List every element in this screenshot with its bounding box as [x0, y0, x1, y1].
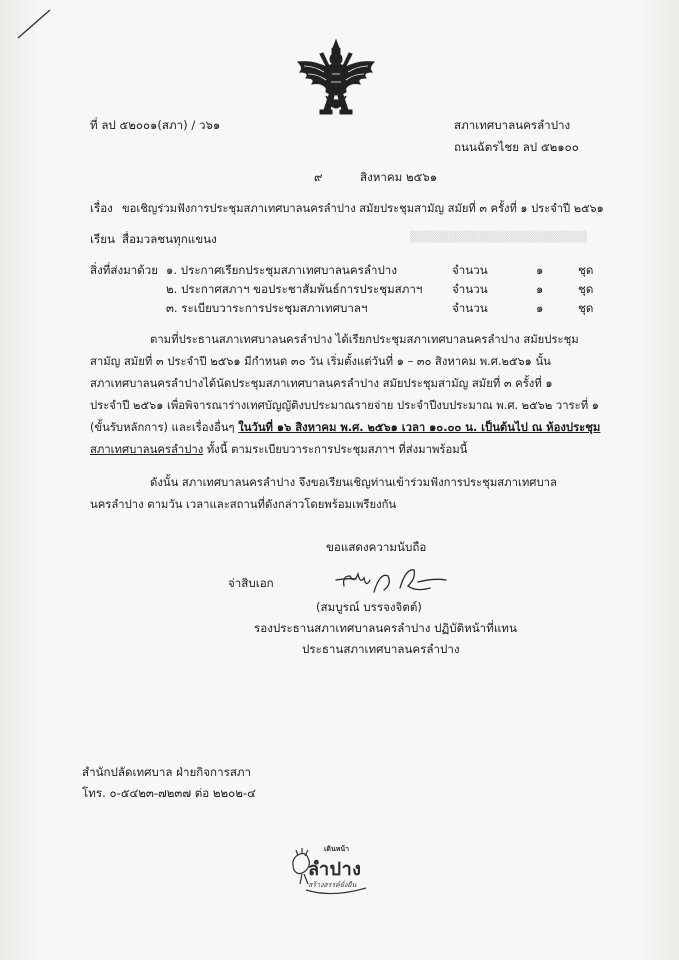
body-paragraph-1-line-3: สภาเทศบาลนครลำปางได้นัดประชุมสภาเทศบาลนครลำปาง สมัยประชุมสามัญ สมัยที่ ๓ ครั้งที่ ๑	[90, 377, 553, 390]
enclosure-unit-1: ชุด	[578, 263, 594, 277]
pen-mark-icon	[14, 6, 54, 42]
enclosure-qty-label-3: จำนวน	[452, 301, 488, 315]
meeting-datetime-emphasis: ในวันที่ ๑๖ สิงหาคม พ.ศ. ๒๕๖๑ เวลา ๑๐.๐๐ น. เป็นต้นไป ณ ห้องประชุม	[238, 421, 601, 434]
enclosure-unit-3: ชุด	[578, 301, 594, 315]
enclosures-label: สิ่งที่ส่งมาด้วย	[90, 263, 159, 277]
enclosure-item-1: ๑. ประกาศเรียกประชุมสภาเทศบาลนครลำปาง	[166, 263, 397, 277]
logo-bottom-text: สร้างสรรค์ยั่งยืน	[308, 881, 357, 889]
logo-top-text: เดินหน้า	[324, 845, 350, 853]
enclosure-qty-3: ๑	[536, 301, 544, 315]
office-name: สภาเทศบาลนครลำปาง	[454, 118, 571, 132]
enclosure-unit-2: ชุด	[578, 282, 594, 296]
handwritten-signature	[330, 562, 450, 600]
enclosure-qty-1: ๑	[536, 263, 544, 277]
body-paragraph-1-line-2: สามัญ สมัยที่ ๓ ประจำปี ๒๕๖๑ มีกำหนด ๓๐ วัน เริ่มตั้งแต่วันที่ ๑ – ๓๐ สิงหาคม พ.ศ.๒๕๖๑ นั้น	[90, 355, 551, 368]
enclosure-qty-label-1: จำนวน	[452, 263, 488, 277]
body-line-5-normal: (ขั้นรับหลักการ) และเรื่องอื่นๆ	[90, 421, 235, 434]
logo-main-text: ลำปาง	[308, 859, 362, 880]
garuda-emblem-icon	[290, 38, 382, 120]
office-address: ถนนฉัตรไชย ลป ๕๒๑๐๐	[454, 140, 579, 154]
body-line-6-normal: ทั้งนี้ ตามระเบียบวาระการประชุมสภาฯ ที่ส่งมาพร้อมนี้	[206, 443, 468, 456]
body-paragraph-1-line-6	[90, 442, 467, 457]
salutation-label: เรียน	[90, 232, 115, 246]
body-paragraph-2-line-2: นครลำปาง ตามวัน เวลาและสถานที่ดังกล่าวโดยพร้อมเพรียงกัน	[90, 498, 397, 511]
footer-phone: โทร. ๐-๕๔๒๓-๗๒๓๗ ต่อ ๒๒๐๒-๔	[82, 786, 256, 800]
lampang-city-logo	[286, 840, 374, 898]
signer-position-2: ประธานสภาเทศบาลนครลำปาง	[302, 642, 460, 656]
document-number: ที่ ลป ๕๒๐๐๑(สภา) / ว๖๑	[90, 118, 221, 132]
bleed-through-mark: ▒▒▒▒▒▒▒▒▒▒▒▒▒▒▒▒▒▒▒▒▒▒▒	[410, 232, 587, 243]
enclosure-item-2: ๒. ประกาศสภาฯ ขอประชาสัมพันธ์การประชุมสภาฯ	[166, 282, 423, 296]
footer-department: สำนักปลัดเทศบาล ฝ่ายกิจการสภา	[82, 765, 252, 779]
date-month-year: สิงหาคม ๒๕๖๑	[360, 170, 438, 184]
closing-phrase: ขอแสดงความนับถือ	[326, 540, 427, 554]
signer-position-1: รองประธานสภาเทศบาลนครลำปาง ปฏิบัติหน้าที่แทน	[254, 621, 517, 635]
body-paragraph-1-line-4: ประจำปี ๒๕๖๑ เพื่อพิจารณาร่างเทศบัญญัติงบประมาณรายจ่าย ประจำปีงบประมาณ พ.ศ. ๒๕๖๒ วาระที่ ๑	[90, 399, 599, 412]
enclosure-qty-2: ๑	[536, 282, 544, 296]
enclosure-qty-label-2: จำนวน	[452, 282, 488, 296]
signer-rank: จ่าสิบเอก	[228, 576, 274, 590]
body-paragraph-1-line-1: ตามที่ประธานสภาเทศบาลนครลำปาง ได้เรียกประชุมสภาเทศบาลนครลำปาง สมัยประชุม	[150, 333, 579, 346]
body-paragraph-2-line-1: ดังนั้น สภาเทศบาลนครลำปาง จึงขอเรียนเชิญท่านเข้าร่วมฟังการประชุมสภาเทศบาล	[150, 476, 557, 489]
subject-label: เรื่อง	[90, 201, 113, 215]
signer-name: (สมบูรณ์ บรรจงจิตต์)	[316, 600, 422, 614]
body-paragraph-1-line-5	[90, 420, 600, 435]
meeting-room-emphasis: สภาเทศบาลนครลำปาง	[90, 443, 204, 456]
date-day: ๙	[314, 170, 323, 184]
salutation-text: สื่อมวลชนทุกแขนง	[122, 232, 217, 246]
enclosure-item-3: ๓. ระเบียบวาระการประชุมสภาเทศบาลฯ	[166, 301, 368, 315]
subject-text: ขอเชิญร่วมฟังการประชุมสภาเทศบาลนครลำปาง สมัยประชุมสามัญ สมัยที่ ๓ ครั้งที่ ๑ ประจำปี ๒๕๖๑	[122, 202, 604, 215]
